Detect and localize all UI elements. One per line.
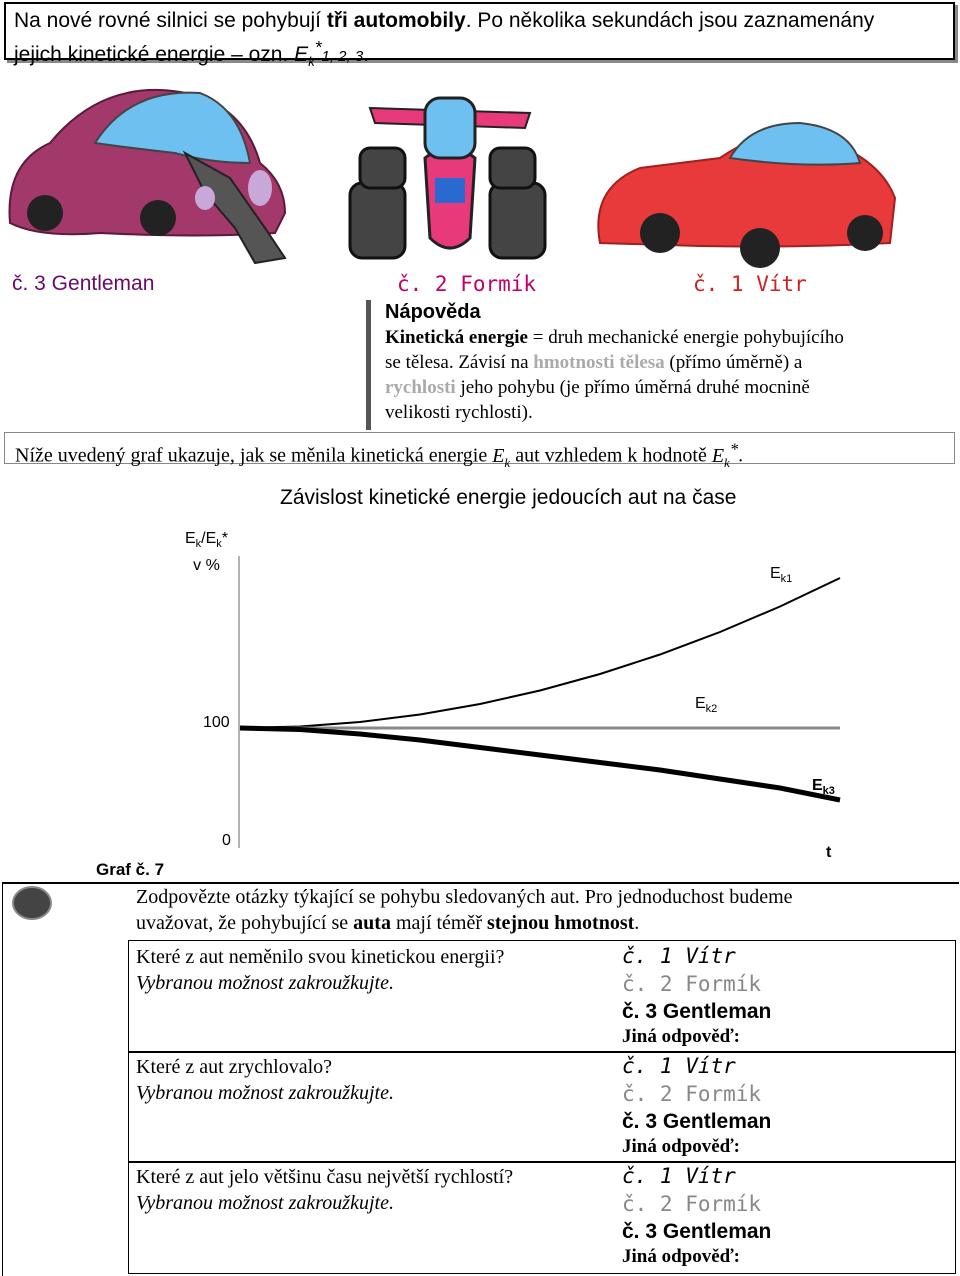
intro-dot: . <box>363 43 370 66</box>
series-label-ek3: $E_{k3}$ <box>812 777 835 797</box>
option-formik[interactable]: č. 2 Formík <box>622 972 762 996</box>
option-gentleman[interactable]: č. 3 Gentleman <box>622 1220 772 1243</box>
option-formik[interactable]: č. 2 Formík <box>622 1192 762 1216</box>
hint-mass: hmotnosti tělesa <box>533 352 665 373</box>
ek-star-symbol: $E_k^*$ <box>294 37 322 70</box>
y-axis-label-line2: v % <box>193 557 220 575</box>
hint-def: jeho pohybu (je přímo úměrná druhé mocnině <box>455 377 810 398</box>
questions-intro <box>136 884 956 936</box>
intro-text-end: . Po několika sekundách jsou zaznamenány <box>465 9 875 32</box>
graph-caption: Graf č. 7 <box>96 860 165 879</box>
intro-line2: jejich kinetické energie – ozn. <box>14 43 295 66</box>
question-hint: Vybranou možnost zakroužkujte. <box>136 1192 394 1214</box>
question-text: Které z aut zrychlovalo? <box>136 1056 333 1078</box>
question-text: Které z aut neměnilo svou kinetickou energii? <box>136 946 505 968</box>
series-label-ek1: $E_{k1}$ <box>770 565 793 585</box>
y-tick-0: 0 <box>222 832 231 849</box>
graph-intro-text: Níže uvedený graf ukazuje, jak se měnila kinetická energie <box>15 444 493 467</box>
options-q2 <box>622 1052 771 1158</box>
option-other[interactable]: Jiná odpověď: <box>622 1026 740 1047</box>
graph-intro-end: . <box>738 444 744 467</box>
y-tick-100: 100 <box>203 714 230 731</box>
series-label-ek2: $E_{k2}$ <box>695 695 718 715</box>
x-axis-label: t <box>826 844 832 861</box>
chart-title: Závislost kinetické energie jedoucích aut na čase <box>280 486 737 509</box>
question-1 <box>136 944 504 996</box>
questions-intro-text: uvažovat, že pohybující se <box>136 912 354 934</box>
questions-intro-bold: stejnou hmotnost <box>487 912 635 934</box>
car-label-vitr: č. 1 Vítr <box>693 272 807 296</box>
options-q1 <box>622 942 771 1048</box>
option-gentleman[interactable]: č. 3 Gentleman <box>622 1000 772 1023</box>
question-hint: Vybranou možnost zakroužkujte. <box>136 972 394 994</box>
question-hint: Vybranou možnost zakroužkujte. <box>136 1082 394 1104</box>
car-label-gentleman: č. 3 Gentleman <box>12 272 155 295</box>
option-vitr[interactable]: č. 1 Vítr <box>622 944 736 968</box>
series-line-ek1 <box>240 578 840 728</box>
option-other[interactable]: Jiná odpověď: <box>622 1246 740 1267</box>
questions-intro-line1: Zodpovězte otázky týkající se pohybu sledovaných aut. Pro jednoduchost budeme <box>136 886 793 908</box>
hint-def: velikosti rychlosti). <box>385 402 533 423</box>
hint-def: = druh mechanické energie pohybujícího <box>528 327 844 348</box>
option-vitr[interactable]: č. 1 Vítr <box>622 1054 736 1078</box>
intro-bold: tři automobily <box>326 9 466 32</box>
intro-text: Na nové rovné silnici se pohybují <box>14 9 327 32</box>
intro-subscripts: 1, 2, 3 <box>321 48 364 65</box>
series-line-ek3 <box>240 728 840 800</box>
hint-def: (přímo úměrně) a <box>664 352 803 373</box>
option-gentleman[interactable]: č. 3 Gentleman <box>622 1110 772 1133</box>
option-formik[interactable]: č. 2 Formík <box>622 1082 762 1106</box>
question-text: Které z aut jelo většinu času největší rychlostí? <box>136 1166 514 1188</box>
options-q3 <box>622 1162 771 1268</box>
car-label-formik: č. 2 Formík <box>397 272 537 296</box>
questions-intro-text: . <box>634 912 640 934</box>
hint-speed: rychlosti <box>385 377 456 398</box>
ek-symbol: $E_k$ <box>492 444 511 470</box>
ek-star-symbol: $E_k^*$ <box>711 439 739 470</box>
option-other[interactable]: Jiná odpověď: <box>622 1136 740 1157</box>
option-vitr[interactable]: č. 1 Vítr <box>622 1164 736 1188</box>
questions-intro-text: mají téměř <box>390 912 488 934</box>
question-2 <box>136 1054 394 1106</box>
hint-def: se tělesa. Závisí na <box>385 352 534 373</box>
graph-intro-text: aut vzhledem k hodnotě <box>510 444 712 467</box>
hint-title: Nápověda <box>385 301 481 323</box>
hint-term: Kinetická energie <box>385 327 528 348</box>
question-3 <box>136 1164 513 1216</box>
bullet-icon <box>12 886 52 920</box>
y-axis-label-line1: $E_k/E_k*$ <box>185 530 229 551</box>
questions-intro-bold: auta <box>353 912 391 934</box>
